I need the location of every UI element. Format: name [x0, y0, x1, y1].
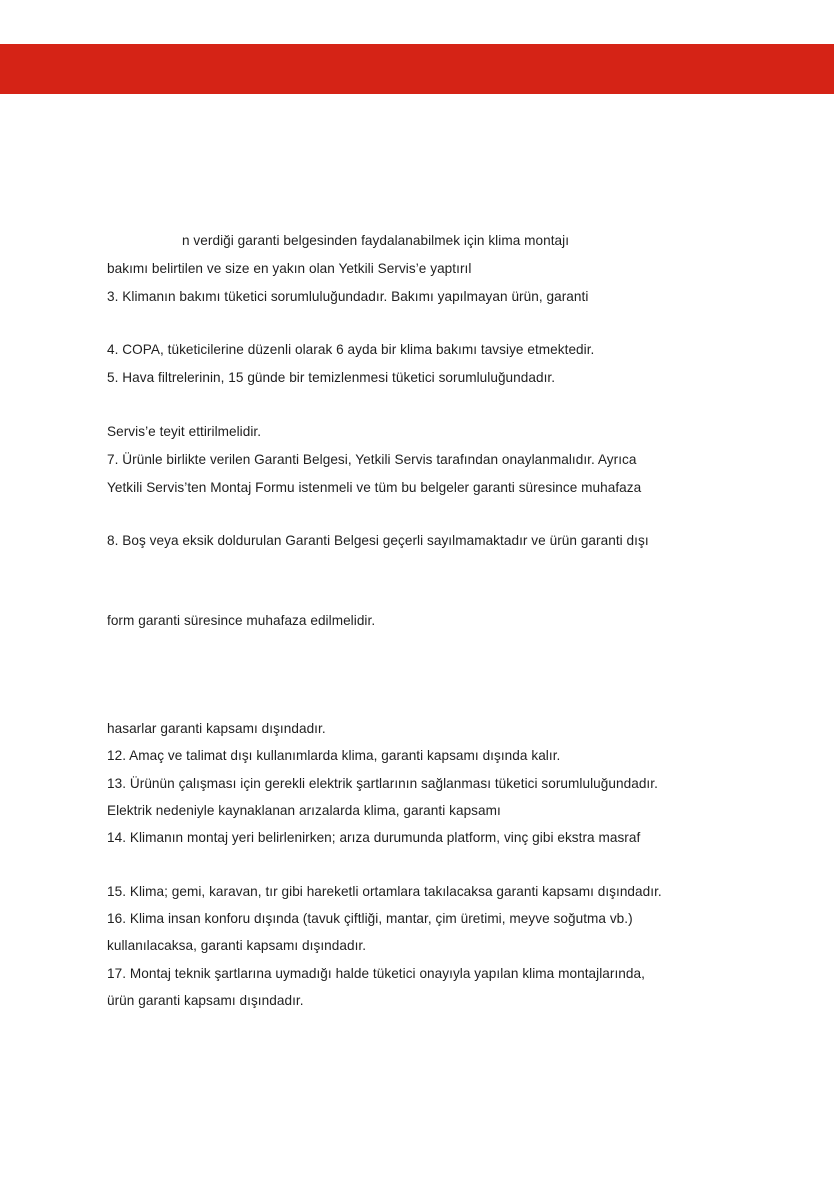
text-line: Servis’e teyit ettirilmelidir. — [107, 424, 262, 439]
text-line: 8. Boş veya eksik doldurulan Garanti Belgesi geçerli sayılmamaktadır ve ürün garanti dışı — [107, 533, 649, 548]
text-line: 17. Montaj teknik şartlarına uymadığı halde tüketici onayıyla yapılan klima montajlarında, — [107, 966, 645, 981]
text-line: 13. Ürünün çalışması için gerekli elektrik şartlarının sağlanması tüketici sorumluluğundadır. — [107, 776, 658, 791]
text-line: form garanti süresince muhafaza edilmelidir. — [107, 613, 376, 628]
text-line: hasarlar garanti kapsamı dışındadır. — [107, 721, 326, 736]
text-line: 15. Klima; gemi, karavan, tır gibi hareketli ortamlara takılacaksa garanti kapsamı dışındadır. — [107, 884, 662, 899]
text-line: n verdiği garanti belgesinden faydalanabilmek için klima montajı — [182, 233, 570, 248]
text-line: Yetkili Servis’ten Montaj Formu istenmeli ve tüm bu belgeler garanti süresince muhafaza — [107, 480, 642, 495]
text-line: Elektrik nedeniyle kaynaklanan arızalarda klima, garanti kapsamı — [107, 803, 501, 818]
text-line: 4. COPA, tüketicilerine düzenli olarak 6 ayda bir klima bakımı tavsiye etmektedir. — [107, 342, 595, 357]
text-line: bakımı belirtilen ve size en yakın olan Yetkili Servis’e yaptırıl — [107, 261, 472, 276]
text-line: 7. Ürünle birlikte verilen Garanti Belgesi, Yetkili Servis tarafından onaylanmalıdır. Ayrıca — [107, 452, 637, 467]
text-line: 16. Klima insan konforu dışında (tavuk çiftliği, mantar, çim üretimi, meyve soğutma vb.) — [107, 911, 633, 926]
text-line: kullanılacaksa, garanti kapsamı dışındadır. — [107, 938, 367, 953]
text-line: ürün garanti kapsamı dışındadır. — [107, 993, 304, 1008]
text-line: 14. Klimanın montaj yeri belirlenirken; arıza durumunda platform, vinç gibi ekstra masraf — [107, 830, 641, 845]
text-line: 3. Klimanın bakımı tüketici sorumluluğundadır. Bakımı yapılmayan ürün, garanti — [107, 289, 589, 304]
header-band — [0, 44, 834, 94]
text-line: 5. Hava filtrelerinin, 15 günde bir temizlenmesi tüketici sorumluluğundadır. — [107, 370, 556, 385]
text-line: 12. Amaç ve talimat dışı kullanımlarda klima, garanti kapsamı dışında kalır. — [107, 748, 561, 763]
